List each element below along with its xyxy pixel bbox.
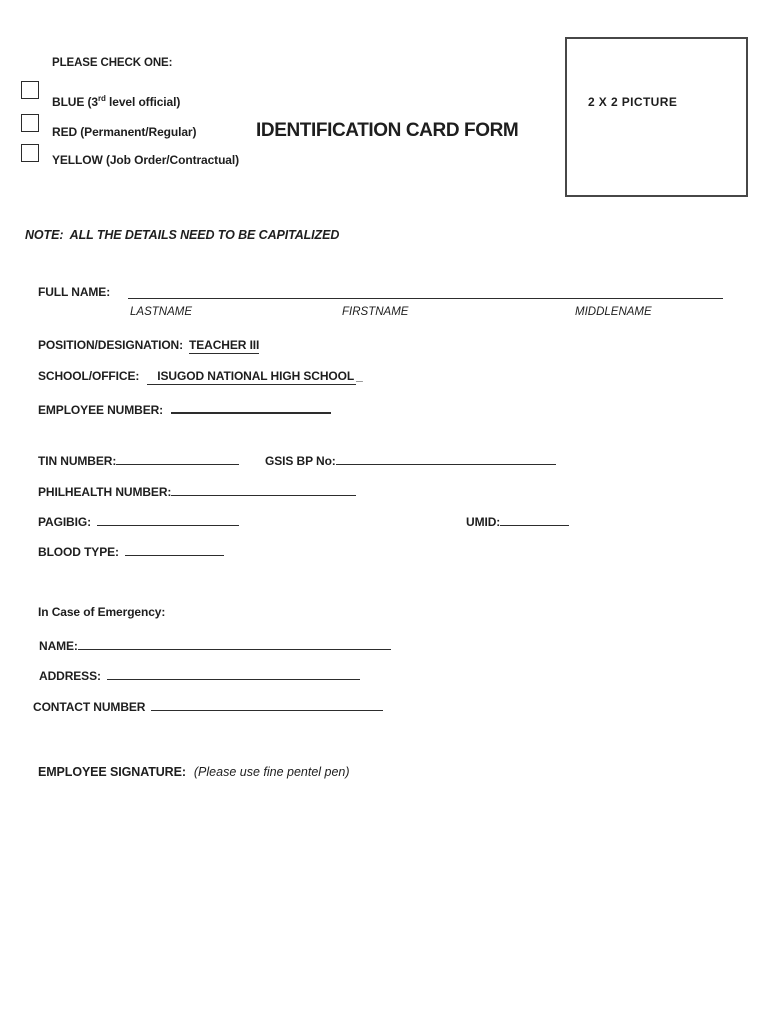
note-text: NOTE: ALL THE DETAILS NEED TO BE CAPITALIZED xyxy=(25,228,340,242)
checkbox-red-label-pre: RED (Permanent/Regular) xyxy=(52,125,197,139)
tin-row xyxy=(38,452,239,468)
position-row xyxy=(38,338,259,352)
umid-line xyxy=(500,513,569,526)
please-check-one-label: PLEASE CHECK ONE: xyxy=(52,57,173,69)
umid-row xyxy=(466,513,569,529)
school-value: ISUGOD NATIONAL HIGH SCHOOL xyxy=(147,369,356,385)
contact-number-label: CONTACT NUMBER xyxy=(33,700,146,714)
photo-box-label: 2 X 2 PICTURE xyxy=(588,95,678,109)
checkbox-blue-label-pre: BLUE (3 xyxy=(52,95,98,109)
checkbox-yellow-label-pre: YELLOW (Job Order/Contractual) xyxy=(52,153,240,167)
school-row xyxy=(38,369,363,383)
emergency-address-line xyxy=(107,667,360,680)
emergency-section-label: In Case of Emergency: xyxy=(38,605,166,619)
firstname-sublabel: FIRSTNAME xyxy=(342,306,409,318)
philhealth-row xyxy=(38,483,356,499)
position-value: TEACHER III xyxy=(189,338,260,352)
signature-hint: (Please use fine pentel pen) xyxy=(193,765,350,779)
gsis-row xyxy=(265,452,556,468)
tin-label: TIN NUMBER: xyxy=(38,454,117,468)
school-label: SCHOOL/OFFICE: xyxy=(38,369,140,383)
blood-type-label: BLOOD TYPE: xyxy=(38,545,119,559)
blood-type-row xyxy=(38,543,224,559)
tin-line xyxy=(116,452,239,465)
signature-row xyxy=(38,763,350,781)
contact-number-row xyxy=(33,698,383,714)
philhealth-line xyxy=(171,483,356,496)
employee-number-row xyxy=(38,400,331,417)
position-label: POSITION/DESIGNATION: xyxy=(38,338,184,352)
checkbox-blue-label xyxy=(52,94,180,109)
pagibig-row xyxy=(38,513,239,529)
photo-box xyxy=(565,37,748,197)
emergency-address-label: ADDRESS: xyxy=(39,669,101,683)
full-name-label: FULL NAME: xyxy=(38,285,111,299)
form-title: IDENTIFICATION CARD FORM xyxy=(256,120,519,141)
checkbox-red[interactable] xyxy=(21,114,39,132)
emergency-name-label: NAME: xyxy=(39,639,78,653)
school-trailing-mark: _ xyxy=(356,369,363,383)
checkbox-blue-label-sup: rd xyxy=(97,94,106,103)
employee-number-label: EMPLOYEE NUMBER: xyxy=(38,403,164,417)
checkbox-yellow[interactable] xyxy=(21,144,39,162)
checkbox-yellow-label xyxy=(52,152,239,167)
pagibig-label: PAGIBIG: xyxy=(38,515,91,529)
blood-type-line xyxy=(125,543,224,556)
emergency-name-row xyxy=(39,637,391,653)
middlename-sublabel: MIDDLENAME xyxy=(575,306,652,318)
checkbox-red-label xyxy=(52,124,196,139)
gsis-label: GSIS BP No: xyxy=(265,454,336,468)
pagibig-line xyxy=(97,513,239,526)
checkbox-blue[interactable] xyxy=(21,81,39,99)
umid-label: UMID: xyxy=(466,515,501,529)
employee-number-line xyxy=(171,400,331,414)
checkbox-blue-label-post: level official) xyxy=(105,95,181,109)
full-name-line xyxy=(128,285,723,299)
emergency-name-line xyxy=(78,637,391,650)
lastname-sublabel: LASTNAME xyxy=(130,306,192,318)
emergency-address-row xyxy=(39,667,360,683)
contact-number-line xyxy=(151,698,383,711)
philhealth-label: PHILHEALTH NUMBER: xyxy=(38,485,172,499)
employee-signature-label: EMPLOYEE SIGNATURE: xyxy=(38,765,186,779)
gsis-line xyxy=(336,452,556,465)
